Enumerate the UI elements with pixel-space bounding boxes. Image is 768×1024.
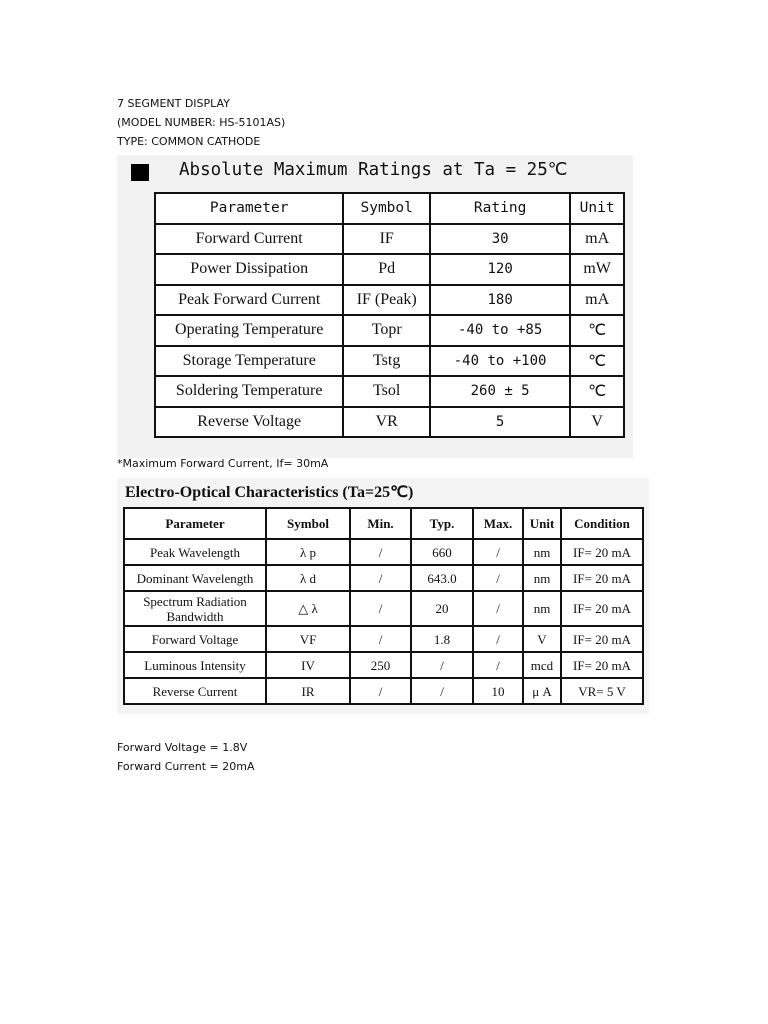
parameter-cell: Operating Temperature	[155, 315, 343, 346]
unit-cell: mA	[570, 224, 624, 255]
condition-cell: IF= 20 mA	[561, 539, 643, 565]
electro-optical-table	[123, 507, 644, 705]
title-line: 7 SEGMENT DISPLAY	[117, 97, 230, 110]
symbol-cell: IF (Peak)	[343, 285, 430, 316]
max-cell: /	[473, 652, 523, 678]
symbol-cell: IF	[343, 224, 430, 255]
rating-cell: 120	[430, 254, 570, 285]
absolute-max-ratings-figure	[117, 155, 633, 458]
header-cell: Min.	[350, 508, 411, 539]
table-row	[155, 346, 624, 377]
unit-cell: μ A	[523, 678, 561, 704]
table-row	[155, 224, 624, 255]
header-cell: Typ.	[411, 508, 473, 539]
header-cell: Symbol	[266, 508, 350, 539]
symbol-cell: VR	[343, 407, 430, 438]
absolute-max-ratings-title: Absolute Maximum Ratings at Ta = 25℃	[179, 160, 568, 180]
symbol-cell: Tstg	[343, 346, 430, 377]
min-cell: /	[350, 565, 411, 591]
rating-cell: -40 to +85	[430, 315, 570, 346]
header-cell: Unit	[570, 193, 624, 224]
header-cell: Rating	[430, 193, 570, 224]
header-cell: Symbol	[343, 193, 430, 224]
absolute-max-ratings-table	[154, 192, 625, 438]
condition-cell: IF= 20 mA	[561, 652, 643, 678]
table-header-row	[124, 508, 643, 539]
parameter-cell: Spectrum Radiation Bandwidth	[124, 591, 266, 626]
rating-cell: 5	[430, 407, 570, 438]
min-cell: /	[350, 591, 411, 626]
unit-cell: nm	[523, 539, 561, 565]
parameter-cell: Forward Voltage	[124, 626, 266, 652]
table-header-row	[155, 193, 624, 224]
table-row	[124, 591, 643, 626]
table-row	[155, 315, 624, 346]
condition-cell: IF= 20 mA	[561, 626, 643, 652]
table-row	[155, 254, 624, 285]
electro-optical-figure	[117, 478, 649, 714]
table-row	[124, 539, 643, 565]
typ-cell: /	[411, 652, 473, 678]
symbol-cell: △ λ	[266, 591, 350, 626]
parameter-cell: Luminous Intensity	[124, 652, 266, 678]
model-number-line: (MODEL NUMBER: HS-5101AS)	[117, 116, 286, 129]
symbol-cell: IR	[266, 678, 350, 704]
condition-cell: VR= 5 V	[561, 678, 643, 704]
typ-cell: /	[411, 678, 473, 704]
unit-cell: ℃	[570, 346, 624, 377]
parameter-cell: Reverse Voltage	[155, 407, 343, 438]
symbol-cell: Topr	[343, 315, 430, 346]
unit-cell: mW	[570, 254, 624, 285]
table-row	[124, 565, 643, 591]
unit-cell: nm	[523, 591, 561, 626]
condition-cell: IF= 20 mA	[561, 565, 643, 591]
table-row	[124, 652, 643, 678]
square-bullet-icon	[131, 164, 149, 181]
electro-optical-title: Electro-Optical Characteristics (Ta=25℃)	[125, 484, 414, 501]
unit-cell: mA	[570, 285, 624, 316]
symbol-cell: VF	[266, 626, 350, 652]
min-cell: 250	[350, 652, 411, 678]
parameter-cell: Forward Current	[155, 224, 343, 255]
rating-cell: 30	[430, 224, 570, 255]
parameter-cell: Soldering Temperature	[155, 376, 343, 407]
unit-cell: ℃	[570, 376, 624, 407]
table-row	[124, 626, 643, 652]
type-line: TYPE: COMMON CATHODE	[117, 135, 261, 148]
max-cell: 10	[473, 678, 523, 704]
symbol-cell: λ d	[266, 565, 350, 591]
unit-cell: mcd	[523, 652, 561, 678]
parameter-cell: Peak Wavelength	[124, 539, 266, 565]
max-forward-current-footnote: *Maximum Forward Current, If= 30mA	[117, 457, 329, 470]
header-cell: Unit	[523, 508, 561, 539]
header-cell: Parameter	[155, 193, 343, 224]
symbol-cell: Pd	[343, 254, 430, 285]
rating-cell: 260 ± 5	[430, 376, 570, 407]
symbol-cell: Tsol	[343, 376, 430, 407]
header-cell: Max.	[473, 508, 523, 539]
header-cell: Parameter	[124, 508, 266, 539]
table-row	[155, 407, 624, 438]
rating-cell: -40 to +100	[430, 346, 570, 377]
symbol-cell: λ p	[266, 539, 350, 565]
max-cell: /	[473, 626, 523, 652]
unit-cell: nm	[523, 565, 561, 591]
table-row	[155, 285, 624, 316]
unit-cell: V	[570, 407, 624, 438]
typ-cell: 660	[411, 539, 473, 565]
forward-current-summary: Forward Current = 20mA	[117, 760, 255, 773]
min-cell: /	[350, 626, 411, 652]
parameter-cell: Peak Forward Current	[155, 285, 343, 316]
header-cell: Condition	[561, 508, 643, 539]
condition-cell: IF= 20 mA	[561, 591, 643, 626]
table-row	[124, 678, 643, 704]
min-cell: /	[350, 539, 411, 565]
unit-cell: ℃	[570, 315, 624, 346]
parameter-cell: Dominant Wavelength	[124, 565, 266, 591]
typ-cell: 1.8	[411, 626, 473, 652]
min-cell: /	[350, 678, 411, 704]
typ-cell: 20	[411, 591, 473, 626]
parameter-cell: Storage Temperature	[155, 346, 343, 377]
max-cell: /	[473, 565, 523, 591]
unit-cell: V	[523, 626, 561, 652]
forward-voltage-summary: Forward Voltage = 1.8V	[117, 741, 248, 754]
parameter-cell: Reverse Current	[124, 678, 266, 704]
symbol-cell: IV	[266, 652, 350, 678]
rating-cell: 180	[430, 285, 570, 316]
table-row	[155, 376, 624, 407]
max-cell: /	[473, 539, 523, 565]
parameter-cell: Power Dissipation	[155, 254, 343, 285]
max-cell: /	[473, 591, 523, 626]
typ-cell: 643.0	[411, 565, 473, 591]
